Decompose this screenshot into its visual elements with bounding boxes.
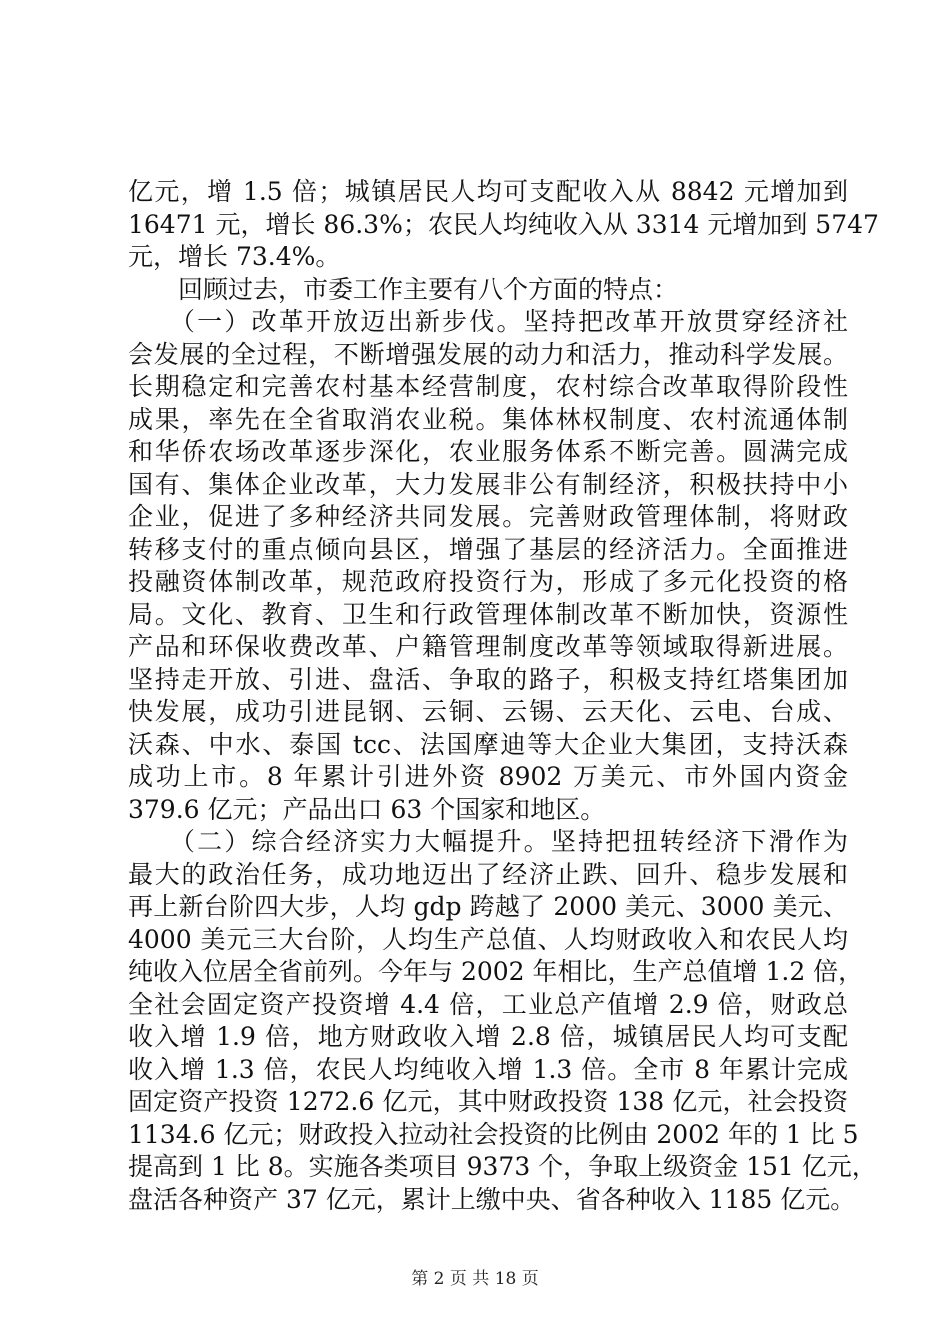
text-line: 成功上市。8 年累计引进外资 8902 万美元、市外国内资金: [128, 762, 848, 791]
text-line: 企业，促进了多种经济共同发展。完善财政管理体制，将财政: [128, 502, 848, 531]
text-line: 会发展的全过程，不断增强发展的动力和活力，推动科学发展。: [128, 339, 848, 369]
text-line: 长期稳定和完善农村基本经营制度，农村综合改革取得阶段性: [128, 372, 848, 401]
text-line: 坚持走开放、引进、盘活、争取的路子，积极支持红塔集团加: [128, 664, 848, 694]
text-line: 提高到 1 比 8。实施各类项目 9373 个，争取上级资金 151 亿元，: [128, 1152, 877, 1181]
text-line: 固定资产投资 1272.6 亿元，其中财政投资 138 亿元，社会投资: [128, 1087, 848, 1116]
text-line: 快发展，成功引进昆钢、云铜、云锡、云天化、云电、台成、: [128, 697, 848, 726]
text-line: 沃森、中水、泰国 tcc、法国摩迪等大企业大集团，支持沃森: [128, 729, 848, 759]
text-line: 全社会固定资产投资增 4.4 倍，工业总产值增 2.9 倍，财政总: [128, 989, 848, 1019]
page-footer: [0, 1268, 950, 1290]
text-line: 收入增 1.9 倍，地方财政收入增 2.8 倍，城镇居民人均可支配: [128, 1022, 848, 1051]
text-line: 成果，率先在全省取消农业税。集体林权制度、农村流通体制: [128, 404, 848, 434]
text-line: 产品和环保收费改革、户籍管理制度改革等领域取得新进展。: [128, 632, 848, 661]
text-line: （二）综合经济实力大幅提升。坚持把扭转经济下滑作为: [128, 827, 848, 856]
text-line: 转移支付的重点倾向县区，增强了基层的经济活力。全面推进: [128, 534, 848, 564]
text-line: 元，增长 73.4%。: [128, 242, 341, 271]
text-line: 4000 美元三大台阶，人均生产总值、人均财政收入和农民人均: [128, 924, 848, 954]
text-line: 和华侨农场改革逐步深化，农业服务体系不断完善。圆满完成: [128, 437, 848, 466]
text-line: 回顾过去，市委工作主要有八个方面的特点：: [128, 274, 679, 304]
text-line: 纯收入位居全省前列。今年与 2002 年相比，生产总值增 1.2 倍，: [128, 957, 864, 986]
document-body: [128, 176, 879, 1216]
text-line: 收入增 1.3 倍，农民人均纯收入增 1.3 倍。全市 8 年累计完成: [128, 1054, 848, 1084]
text-line: 再上新台阶四大步，人均 gdp 跨越了 2000 美元、3000 美元、: [128, 892, 848, 921]
text-line: （一）改革开放迈出新步伐。坚持把改革开放贯穿经济社: [128, 307, 848, 336]
text-line: 局。文化、教育、卫生和行政管理体制改革不断加快，资源性: [128, 599, 848, 629]
text-line: 最大的政治任务，成功地迈出了经济止跌、回升、稳步发展和: [128, 859, 848, 889]
page-number-label: 第 2 页 共 18 页: [411, 1269, 539, 1289]
text-line: 1134.6 亿元；财政投入拉动社会投资的比例由 2002 年的 1 比 5: [128, 1119, 859, 1149]
text-line: 16471 元，增长 86.3%；农民人均纯收入从 3314 元增加到 5747: [128, 209, 879, 239]
text-line: 国有、集体企业改革，大力发展非公有制经济，积极扶持中小: [128, 469, 848, 499]
text-line: 投融资体制改革，规范政府投资行为，形成了多元化投资的格: [128, 567, 848, 596]
text-line: 盘活各种资产 37 亿元，累计上缴中央、省各种收入 1185 亿元。: [128, 1184, 856, 1214]
text-line: 379.6 亿元；产品出口 63 个国家和地区。: [128, 794, 606, 824]
text-line: 亿元，增 1.5 倍；城镇居民人均可支配收入从 8842 元增加到: [128, 177, 848, 206]
